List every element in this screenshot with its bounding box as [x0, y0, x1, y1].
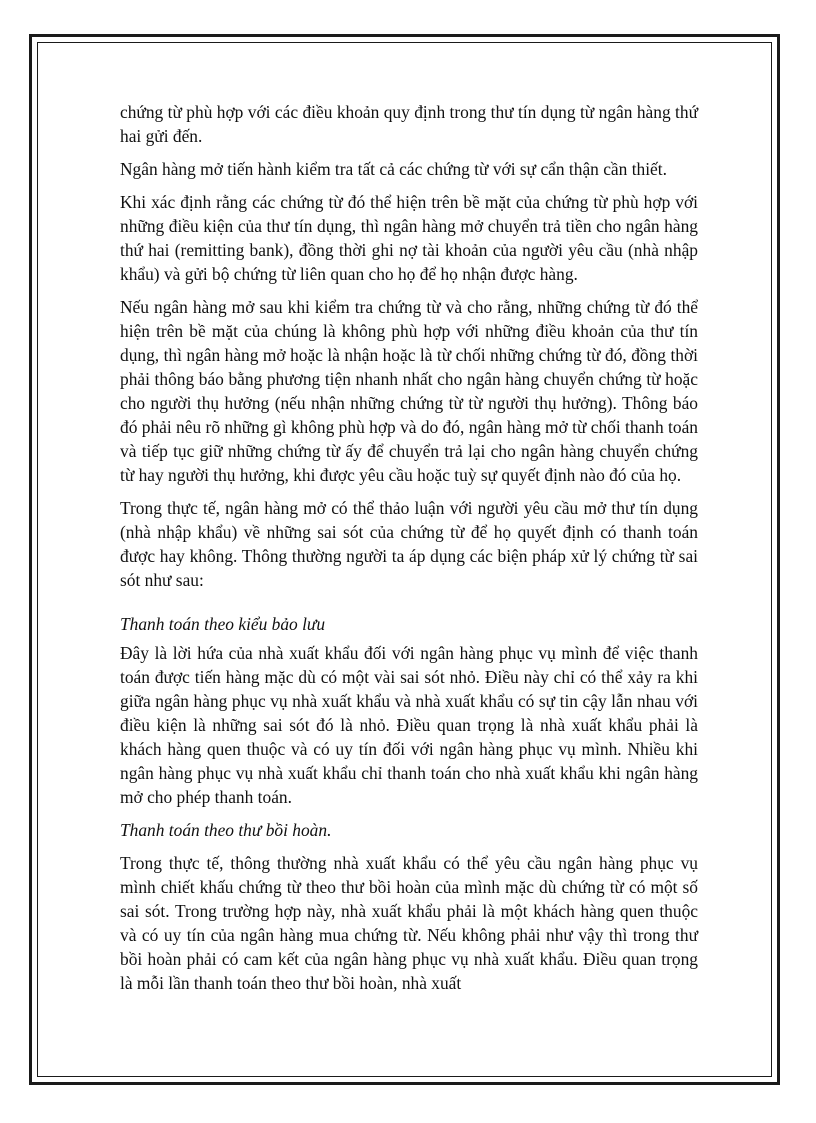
paragraph: Đây là lời hứa của nhà xuất khẩu đối với ngân hàng phục vụ mình để việc thanh toán được tiến hàng mặc dù có một vài sai sót nhỏ. Điều này chỉ có thể xảy ra khi giữa ngân hàng phục vụ nhà xuất khẩu và nhà xuất khẩu có sự tin cậy lẫn nhau với điều kiện là những sai sót đó là nhỏ. Điều quan trọng là nhà xuất khẩu phải là khách hàng quen thuộc và có uy tín đối với ngân hàng phục vụ mình. Nhiều khi ngân hàng phục vụ nhà xuất khẩu chỉ thanh toán cho nhà xuất khẩu khi ngân hàng mở cho phép thanh toán.	[120, 643, 698, 807]
paragraph: Nếu ngân hàng mở sau khi kiểm tra chứng từ và cho rằng, những chứng từ đó thể hiện trên bề mặt của chúng là không phù hợp với những điều khoản của thư tín dụng, thì ngân hàng mở hoặc là nhận hoặc là từ chối những chứng từ đó, đồng thời phải thông báo bằng phương tiện nhanh nhất cho ngân hàng chuyển chứng từ hoặc cho người thụ hưởng (nếu nhận những chứng từ từ người thụ hưởng). Thông báo đó phải nêu rõ những gì không phù hợp và do đó, ngân hàng mở từ chối thanh toán và tiếp tục giữ những chứng từ ấy để chuyển trả lại cho ngân hàng chuyển chứng từ hay người thụ hưởng, khi được yêu cầu hoặc tuỳ sự quyết định nào đó của họ.	[120, 297, 698, 485]
paragraph: chứng từ phù hợp với các điều khoản quy định trong thư tín dụng từ ngân hàng thứ hai gửi đến.	[120, 102, 698, 146]
section-heading: Thanh toán theo thư bồi hoàn.	[120, 820, 332, 840]
section-heading: Thanh toán theo kiểu bảo lưu	[120, 614, 326, 634]
document-body	[120, 100, 698, 1004]
paragraph: Trong thực tế, thông thường nhà xuất khẩu có thể yêu cầu ngân hàng phục vụ mình chiết khấu chứng từ theo thư bồi hoàn của mình mặc dù chứng từ có một số sai sót. Trong trường hợp này, nhà xuất khẩu phải là một khách hàng quen thuộc và có uy tín của ngân hàng mua chứng từ. Nếu không phải như vậy thì trong thư bồi hoàn phải có cam kết của ngân hàng phục vụ nhà xuất khẩu. Điều quan trọng là mỗi lần thanh toán theo thư bồi hoàn, nhà xuất	[120, 853, 698, 993]
paragraph: Ngân hàng mở tiến hành kiểm tra tất cả các chứng từ với sự cẩn thận cần thiết.	[120, 159, 667, 179]
paragraph: Trong thực tế, ngân hàng mở có thể thảo luận với người yêu cầu mở thư tín dụng (nhà nhập khẩu) về những sai sót của chứng từ để họ quyết định có thanh toán được hay không. Thông thường người ta áp dụng các biện pháp xử lý chứng từ sai sót như sau:	[120, 498, 698, 590]
paragraph: Khi xác định rằng các chứng từ đó thể hiện trên bề mặt của chứng từ phù hợp với những điều kiện của thư tín dụng, thì ngân hàng mở chuyển trả tiền cho ngân hàng thứ hai (remitting bank), đồng thời ghi nợ tài khoản của người yêu cầu (nhà nhập khẩu) và gửi bộ chứng từ liên quan cho họ để họ nhận được hàng.	[120, 192, 698, 284]
